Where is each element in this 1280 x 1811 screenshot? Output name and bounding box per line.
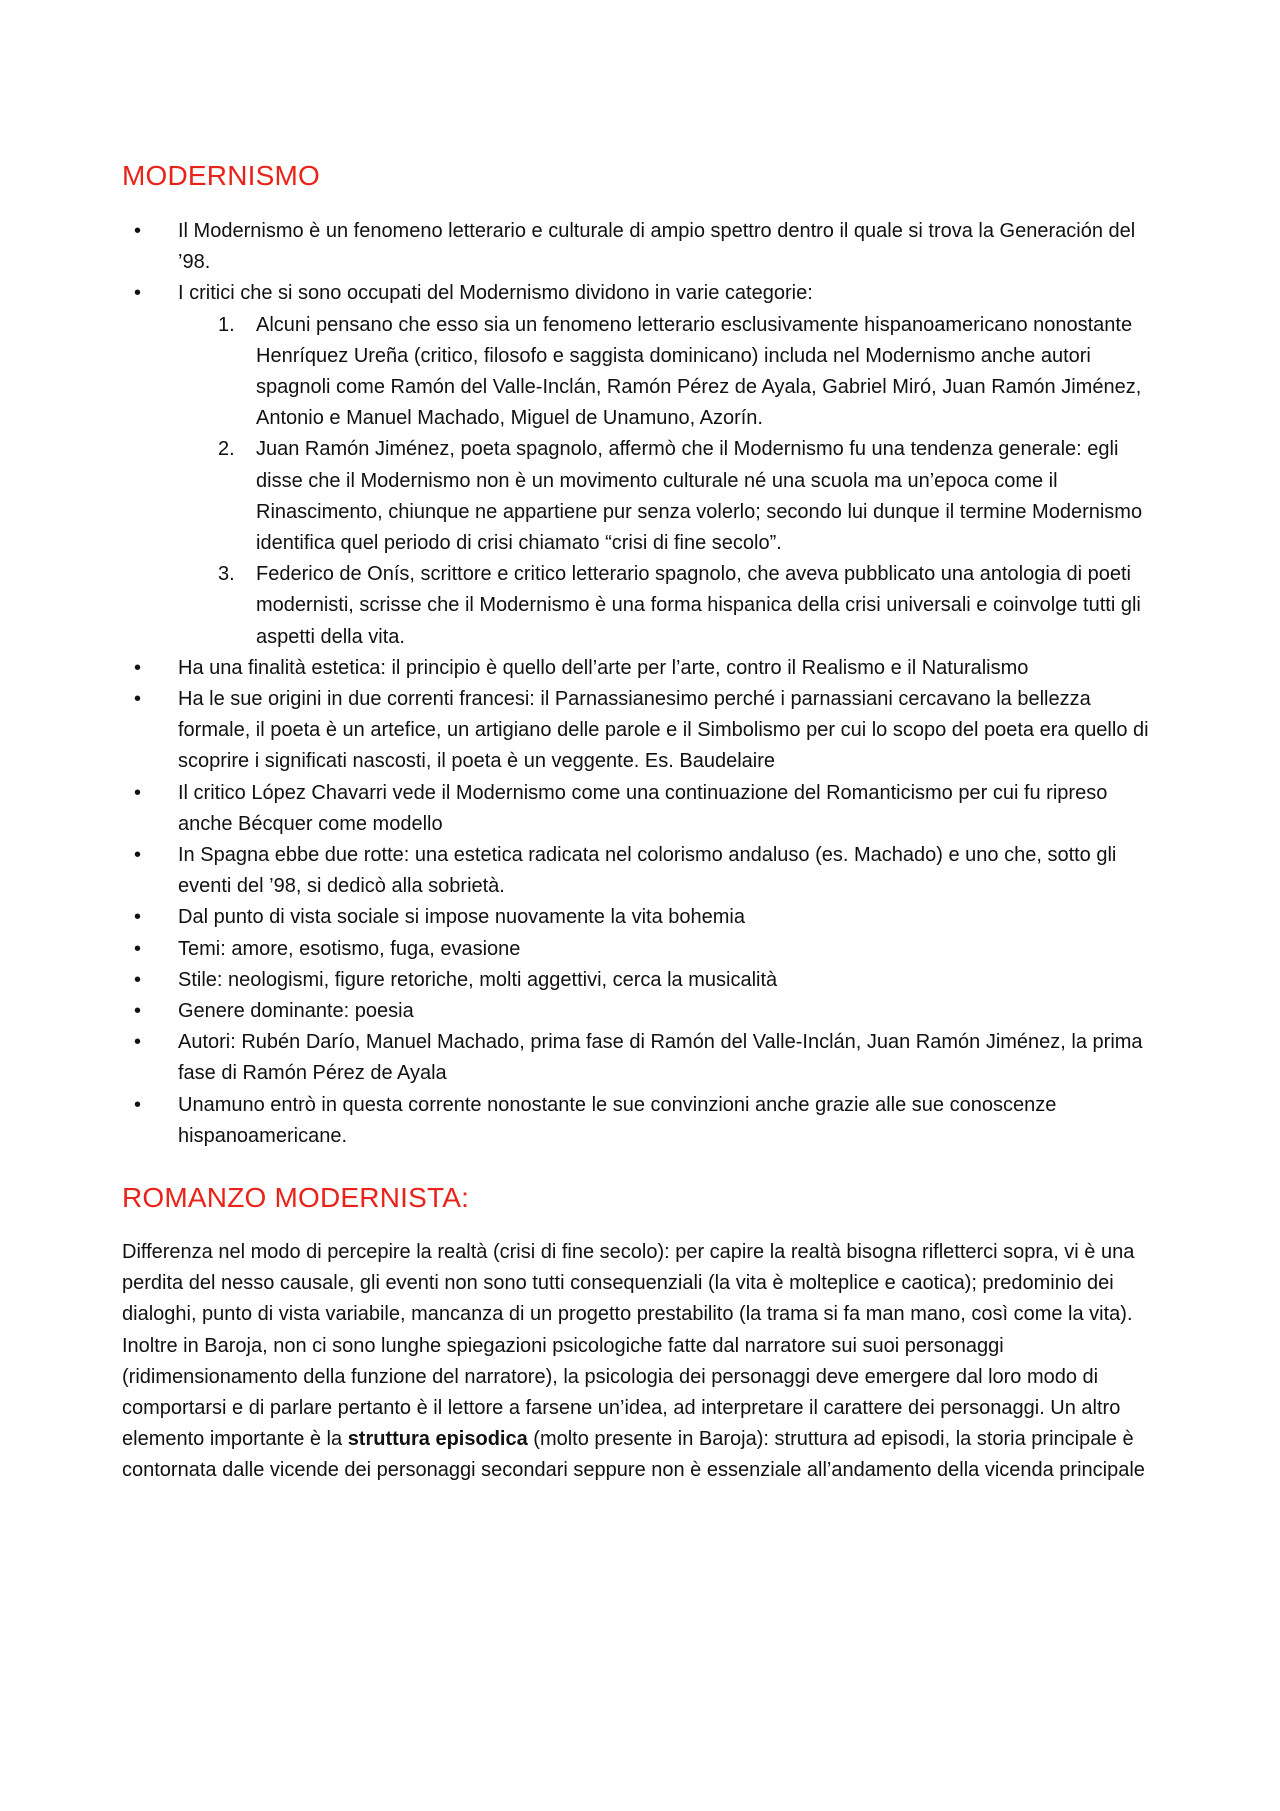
list-item-text: Unamuno entrò in questa corrente nonostante le sue convinzioni anche grazie alle sue conoscenze hispanoamericane. <box>178 1093 1057 1147</box>
numbered-item-text: Juan Ramón Jiménez, poeta spagnolo, affermò che il Modernismo fu una tendenza generale: egli disse che il Modernismo non è un movimento culturale né una scuola ma un’epoca come il Rinascimento, chiunque ne appartiene pur senza volerlo; secondo lui dunque il termine Modernismo identifica quel periodo di crisi chiamato “crisi di fine secolo”. <box>256 438 1143 555</box>
item-number: 3. <box>218 563 235 586</box>
list-item <box>122 1090 1162 1152</box>
list-item-text: Dal punto di vista sociale si impose nuovamente la vita bohemia <box>178 906 745 929</box>
list-item <box>122 778 1162 840</box>
list-item <box>122 216 1162 278</box>
bullet-icon: • <box>134 781 142 804</box>
item-number: 1. <box>218 313 235 336</box>
bold-term: struttura episodica <box>347 1428 528 1451</box>
list-item-text: Il Modernismo è un fenomeno letterario e culturale di ampio spettro dentro il quale si trova la Generación del ’98. <box>178 220 1136 274</box>
list-item <box>122 1027 1162 1089</box>
numbered-item-text: Alcuni pensano che esso sia un fenomeno letterario esclusivamente hispanoamericano nonostante Henríquez Ureña (critico, filosofo e saggista dominicano) includa nel Modernismo anche autori spagnoli come Ramón del Valle-Inclán, Ramón Pérez de Ayala, Gabriel Miró, Juan Ramón Jiménez, Antonio e Manuel Machado, Miguel de Unamuno, Azorín. <box>256 313 1142 430</box>
list-item-text: Autori: Rubén Darío, Manuel Machado, prima fase di Ramón del Valle-Inclán, Juan Ramón Jiménez, la prima fase di Ramón Pérez de Ayala <box>178 1031 1143 1085</box>
section-heading-modernismo: MODERNISMO <box>122 160 320 191</box>
list-item-text: Ha una finalità estetica: il principio è quello dell’arte per l’arte, contro il Realismo e il Naturalismo <box>178 656 1029 679</box>
bullet-icon: • <box>134 1093 142 1116</box>
bullet-icon: • <box>134 688 142 711</box>
list-item <box>122 278 1162 652</box>
list-item-text: In Spagna ebbe due rotte: una estetica radicata nel colorismo andaluso (es. Machado) e uno che, sotto gli eventi del ’98, si dedicò alla sobrietà. <box>178 844 1117 898</box>
list-item <box>122 653 1162 684</box>
list-item <box>122 996 1162 1027</box>
bullet-icon: • <box>134 282 142 305</box>
bullet-icon: • <box>134 220 142 242</box>
bullet-icon: • <box>134 1031 142 1054</box>
numbered-item <box>178 310 1162 435</box>
paragraph-text: Differenza nel modo di percepire la realtà (crisi di fine secolo): per capire la realtà bisogna rifletterci sopra, vi è una perdita del nesso causale, gli eventi non sono tutti consequenziali (la vita è molteplice e caotica); predominio dei dialoghi, punto di vista variabile, mancanza di un progetto prestabilito (la trama si fa man mano, così come la vita). Inoltre in Baroja, non ci sono lunghe spiegazioni psicologiche fatte dal narratore sui suoi personaggi (ridimensionamento della funzione del narratore), la psicologia dei personaggi deve emergere dal loro modo di comportarsi e di parlare pertanto è il lettore a farsene un’idea, ad interpretare il carattere dei personaggi. Un altro elemento importante è la <box>122 1241 1135 1451</box>
list-item <box>122 684 1162 778</box>
list-item <box>122 965 1162 996</box>
bullet-icon: • <box>134 656 142 679</box>
critics-numbered-list <box>178 310 1162 653</box>
list-item-text: Stile: neologismi, figure retoriche, molti aggettivi, cerca la musicalità <box>178 968 778 991</box>
list-item-text: Temi: amore, esotismo, fuga, evasione <box>178 937 521 960</box>
list-item <box>122 934 1162 965</box>
list-item-text: Ha le sue origini in due correnti francesi: il Parnassianesimo perché i parnassiani cercavano la bellezza formale, il poeta è un artefice, un artigiano delle parole e il Simbolismo per cui lo scopo del poeta era quello di scoprire i significati nascosti, il poeta è un veggente. Es. Baudelaire <box>178 688 1149 773</box>
section-heading-romanzo-modernista: ROMANZO MODERNISTA: <box>122 1182 470 1213</box>
item-number: 2. <box>218 438 235 461</box>
numbered-item-text: Federico de Onís, scrittore e critico letterario spagnolo, che aveva pubblicato una antologia di poeti modernisti, scrisse che il Modernismo è una forma hispanica della crisi universali e coinvolge tutti gli aspetti della vita. <box>256 563 1141 648</box>
modernismo-bullet-list <box>122 216 1162 1152</box>
bullet-icon: • <box>134 906 142 929</box>
list-item-text: I critici che si sono occupati del Modernismo dividono in varie categorie: <box>178 282 813 305</box>
bullet-icon: • <box>134 968 142 991</box>
paragraph-text: (molto presente in Baroja): struttura ad episodi, la storia principale è contornata dalle vicende dei personaggi secondari seppure non è essenziale all’andamento della vicenda principale <box>122 1428 1145 1482</box>
numbered-item <box>178 434 1162 559</box>
list-item-text: Il critico López Chavarri vede il Modernismo come una continuazione del Romanticismo per cui fu ripreso anche Bécquer come modello <box>178 781 1108 835</box>
list-item <box>122 840 1162 902</box>
bullet-icon: • <box>134 937 142 960</box>
list-item-text: Genere dominante: poesia <box>178 1000 414 1023</box>
numbered-item <box>178 559 1162 653</box>
list-item <box>122 902 1162 933</box>
bullet-icon: • <box>134 844 142 867</box>
bullet-icon: • <box>134 1000 142 1023</box>
romanzo-modernista-paragraph <box>122 1237 1162 1487</box>
